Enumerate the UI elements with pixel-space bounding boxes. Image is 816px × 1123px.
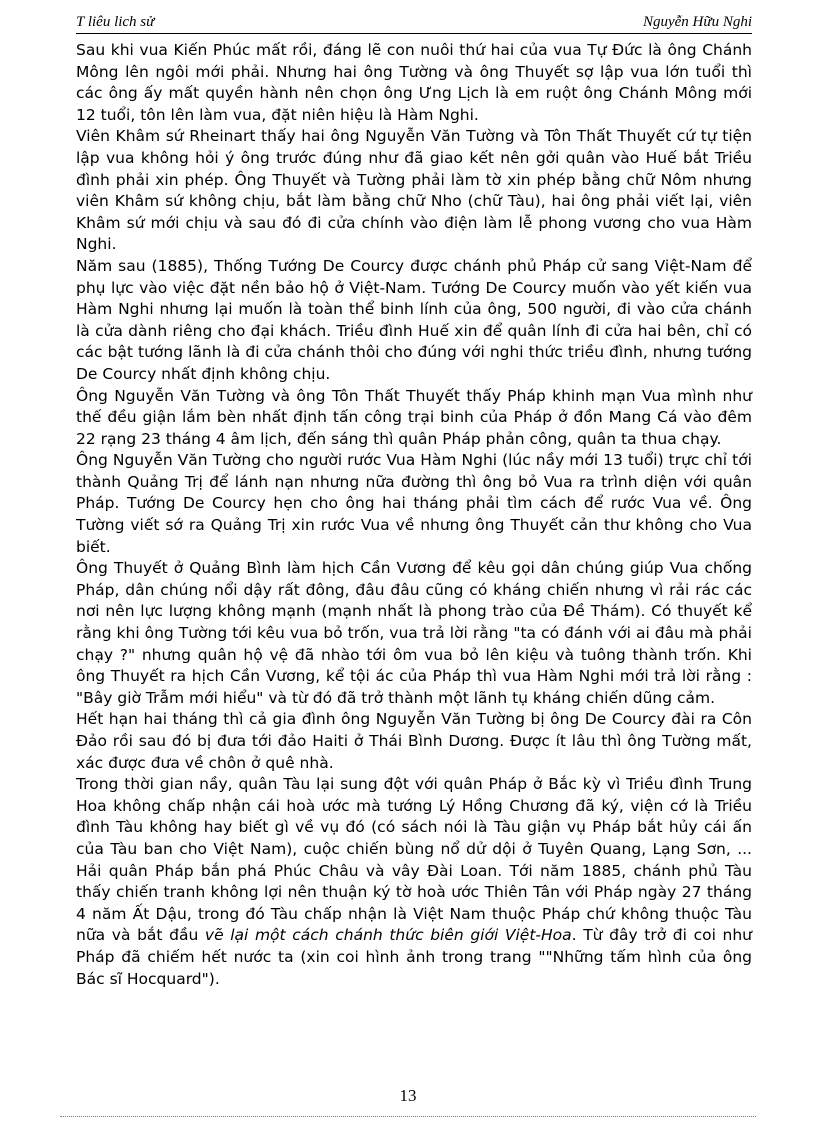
running-header xyxy=(76,12,752,32)
header-left-title: T liêu lich sử xyxy=(76,14,155,30)
paragraph: Hết hạn hai tháng thì cả gia đình ông Nguyễn Văn Tường bị ông De Courcy đài ra Côn Đảo rồi sau đó bị đưa tới đảo Haiti ở Thái Bình Dương. Được ít lâu thì ông Tường mất, xác được đưa về chôn ở quê nhà. xyxy=(76,710,752,772)
paragraph: Năm sau (1885), Thống Tướng De Courcy được chánh phủ Pháp cử sang Việt-Nam để phụ lực vào việc đặt nền bảo hộ ở Việt-Nam. Tướng De Courcy muốn vào yết kiến vua Hàm Nghi nhưng lại muốn là toàn thể binh lính của ông, 500 người, đi vào cửa chánh là cửa dành riêng cho đại khách. Triều đình Huế xin để quân lính đi cửa hai bên, chỉ có các bật tướng lãnh là đi cửa chánh thôi cho đúng với nghi thức triều đình, nhưng tướng De Courcy nhất định không chịu. xyxy=(76,256,752,383)
paragraph-italic-text: vẽ lại một cách chánh thức biên giới Việt-Hoa xyxy=(204,926,572,945)
paragraph-last xyxy=(76,774,752,990)
paragraph: Ông Nguyễn Văn Tường cho người rước Vua Hàm Nghi (lúc nầy mới 13 tuổi) trực chỉ tới thành Quảng Trị để lánh nạn nhưng nữa đường thì ông bỏ Vua ra trình diện với quân Pháp. Tướng De Courcy hẹn cho ông hai tháng phải tìm cách để rước Vua về. Ông Tường viết sớ ra Quảng Trị xin rước Vua về nhưng ông Thuyết cản thư không cho Vua biết. xyxy=(76,451,752,556)
footer-dotted-rule xyxy=(60,1116,756,1117)
header-rule xyxy=(76,33,752,34)
paragraph: Ông Thuyết ở Quảng Bình làm hịch Cần Vương để kêu gọi dân chúng giúp Vua chống Pháp, dân chúng nổi dậy rất đông, đâu đâu cũng có kháng chiến nhưng vì rải rác các nơi nên lực lượng không mạnh (mạnh nhất là phong trào của Đề Thám). Có thuyết kể rằng khi ông Tường tới kêu vua bỏ trốn, vua trả lời rằng "ta có đánh với ai đâu mà phải chạy ?" nhưng quân hộ vệ đã nhào tới ôm vua bỏ lên kiệu và tuông thành trốn. Khi ông Thuyết ra hịch Cần Vương, kể tội ác của Pháp thì vua Hàm Nghi mới trả lời rằng : "Bây giờ Trẫm mới hiểu" và từ đó đã trở thành một lãnh tụ kháng chiến dũng cảm. xyxy=(76,559,752,707)
header-author: Nguyễn Hữu Nghi xyxy=(642,14,752,30)
body-text xyxy=(76,40,752,990)
paragraph: Viên Khâm sứ Rheinart thấy hai ông Nguyễn Văn Tường và Tôn Thất Thuyết cứ tự tiện lập vua không hỏi ý ông trước đúng như đã giao kết nên gởi quân vào Huế bắt Triều đình phải xin phép. Ông Thuyết và Tường phải làm tờ xin phép bằng chữ Nôm nhưng viên Khâm sứ không chịu, bắt làm bằng chữ Nho (chữ Tàu), hai ông phải viết lại, viên Khâm sứ mới chịu và sau đó đi cửa chính vào điện làm lễ phong vương cho vua Hàm Nghi. xyxy=(76,127,752,254)
page-number: 13 xyxy=(399,1086,417,1105)
paragraph: Ông Nguyễn Văn Tường và ông Tôn Thất Thuyết thấy Pháp khinh mạn Vua mình như thế đều giận lắm bèn nhất định tấn công trại binh của Pháp ở đồn Mang Cá vào đêm 22 rạng 23 tháng 4 âm lịch, đến sáng thì quân Pháp phản công, quân ta thua chạy. xyxy=(76,386,752,448)
paragraph-text: Trong thời gian nầy, quân Tàu lại sung đột với quân Pháp ở Bắc kỳ vì Triều đình Trung Hoa không chấp nhận cái hoà ước mà tướng Lý Hồng Chương đã ký, viện cớ là Triều đình Tàu không hay biết gì về vụ đó (có sách nói là Tàu giận vụ Pháp bắt hủy cái ấn của Tàu ban cho Việt Nam), cuộc chiến bùng nổ dử dội ở Tuyên Quang, Lạng Sơn, ... Hải quân Pháp bắn phá Phúc Châu và vây Đài Loan. Tới năm 1885, chánh phủ Tàu thấy chiến tranh không lợi nên thuận ký tờ hoà ước Thiên Tân với Pháp ngày 27 tháng 4 năm Ất Dậu, trong đó Tàu chấp nhận là Việt Nam thuộc Pháp chứ không thuộc Tàu nữa và bắt đầu xyxy=(76,775,752,945)
paragraph-text: . Từ đây trở đi coi như Pháp đã chiếm hết nước ta (xin coi hình ảnh trong trang ""Những tấm hình của ông Bác sĩ Hocquard"). xyxy=(76,926,752,988)
paragraph: Sau khi vua Kiến Phúc mất rồi, đáng lẽ con nuôi thứ hai của vua Tự Đức là ông Chánh Mông lên ngôi mới phải. Nhưng hai ông Tường và ông Thuyết sợ lập vua lớn tuổi thì các ông ấy mất quyền hành nên chọn ông Ưng Lịch là em ruột ông Chánh Mông mới 12 tuổi, tôn lên làm vua, đặt niên hiệu là Hàm Nghi. xyxy=(76,41,752,124)
